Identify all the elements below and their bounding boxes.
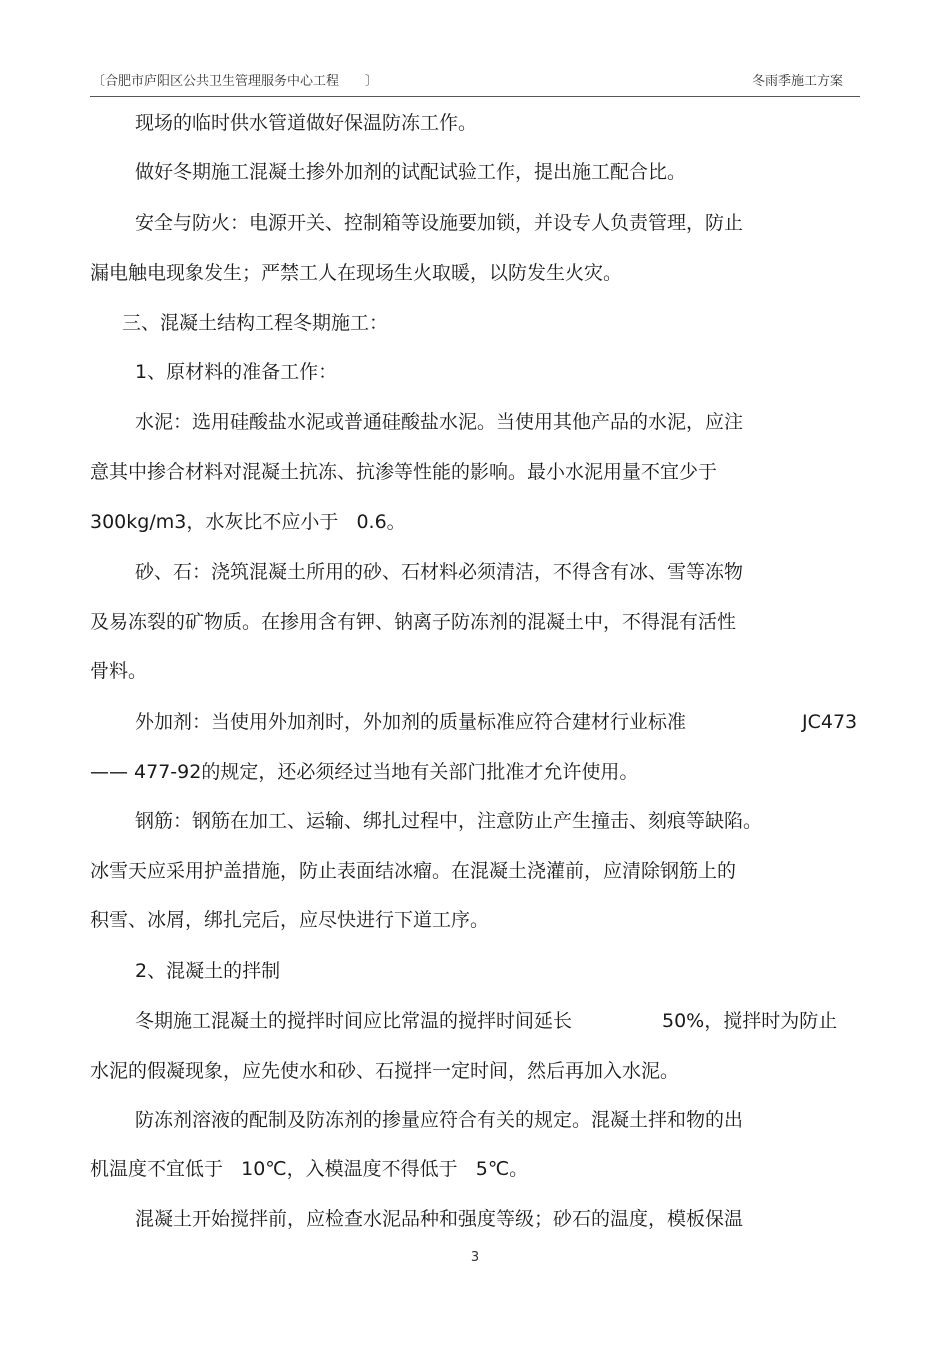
header-project-name: 〔合肥市庐阳区公共卫生管理服务中心工程 〕 <box>92 74 379 89</box>
subsection-heading: 1、原材料的准备工作： <box>135 361 338 383</box>
body-line: 积雪、冰屑，绑扎完后，应尽快进行下道工序。 <box>90 909 490 931</box>
subsection-heading: 2、混凝土的拌制 <box>135 960 281 982</box>
body-line: —— 477-92的规定，还必须经过当地有关部门批准才允许使用。 <box>90 761 639 783</box>
body-line: 外加剂：当使用外加剂时，外加剂的质量标准应符合建材行业标准 <box>135 711 687 733</box>
body-line: 现场的临时供水管道做好保温防冻工作。 <box>135 112 478 134</box>
section-heading: 三、混凝土结构工程冬期施工： <box>122 312 389 334</box>
body-line: 砂、石：浇筑混凝土所用的砂、石材料必须清洁，不得含有冰、雪等冻物 <box>135 561 744 583</box>
body-line: 混凝土开始搅拌前，应检查水泥品种和强度等级；砂石的温度，模板保温 <box>135 1208 744 1230</box>
page-number: 3 <box>470 1250 480 1265</box>
body-line: 冬期施工混凝土的搅拌时间应比常温的搅拌时间延长 <box>135 1010 573 1032</box>
body-line: 冰雪天应采用护盖措施，防止表面结冰瘤。在混凝土浇灌前，应清除钢筋上的 <box>90 860 737 882</box>
standard-code: JC473 <box>802 711 858 733</box>
body-line: 水泥的假凝现象，应先使水和砂、石搅拌一定时间，然后再加入水泥。 <box>90 1060 680 1082</box>
body-line-continuation: 50%，搅拌时为防止 <box>662 1010 838 1032</box>
body-line: 骨料。 <box>90 660 148 682</box>
body-line: 防冻剂溶液的配制及防冻剂的掺量应符合有关的规定。混凝土拌和物的出 <box>135 1109 744 1131</box>
body-line: 300kg/m3，水灰比不应小于 0.6。 <box>90 511 406 533</box>
header-divider <box>90 96 860 97</box>
body-line: 漏电触电现象发生；严禁工人在现场生火取暖，以防发生火灾。 <box>90 262 623 284</box>
body-line: 及易冻裂的矿物质。在掺用含有钾、钠离子防冻剂的混凝土中，不得混有活性 <box>90 611 737 633</box>
header-document-title: 冬雨季施工方案 <box>752 74 844 89</box>
body-line: 做好冬期施工混凝土掺外加剂的试配试验工作，提出施工配合比。 <box>135 161 687 183</box>
body-line: 意其中掺合材料对混凝土抗冻、抗渗等性能的影响。最小水泥用量不宜少于 <box>90 461 718 483</box>
body-line: 机温度不宜低于 10℃，入模温度不得低于 5℃。 <box>90 1158 529 1180</box>
body-line: 水泥：选用硅酸盐水泥或普通硅酸盐水泥。当使用其他产品的水泥，应注 <box>135 411 744 433</box>
body-line: 安全与防火：电源开关、控制箱等设施要加锁，并设专人负责管理，防止 <box>135 212 744 234</box>
body-line: 钢筋：钢筋在加工、运输、绑扎过程中，注意防止产生撞击、刻痕等缺陷。 <box>135 810 763 832</box>
